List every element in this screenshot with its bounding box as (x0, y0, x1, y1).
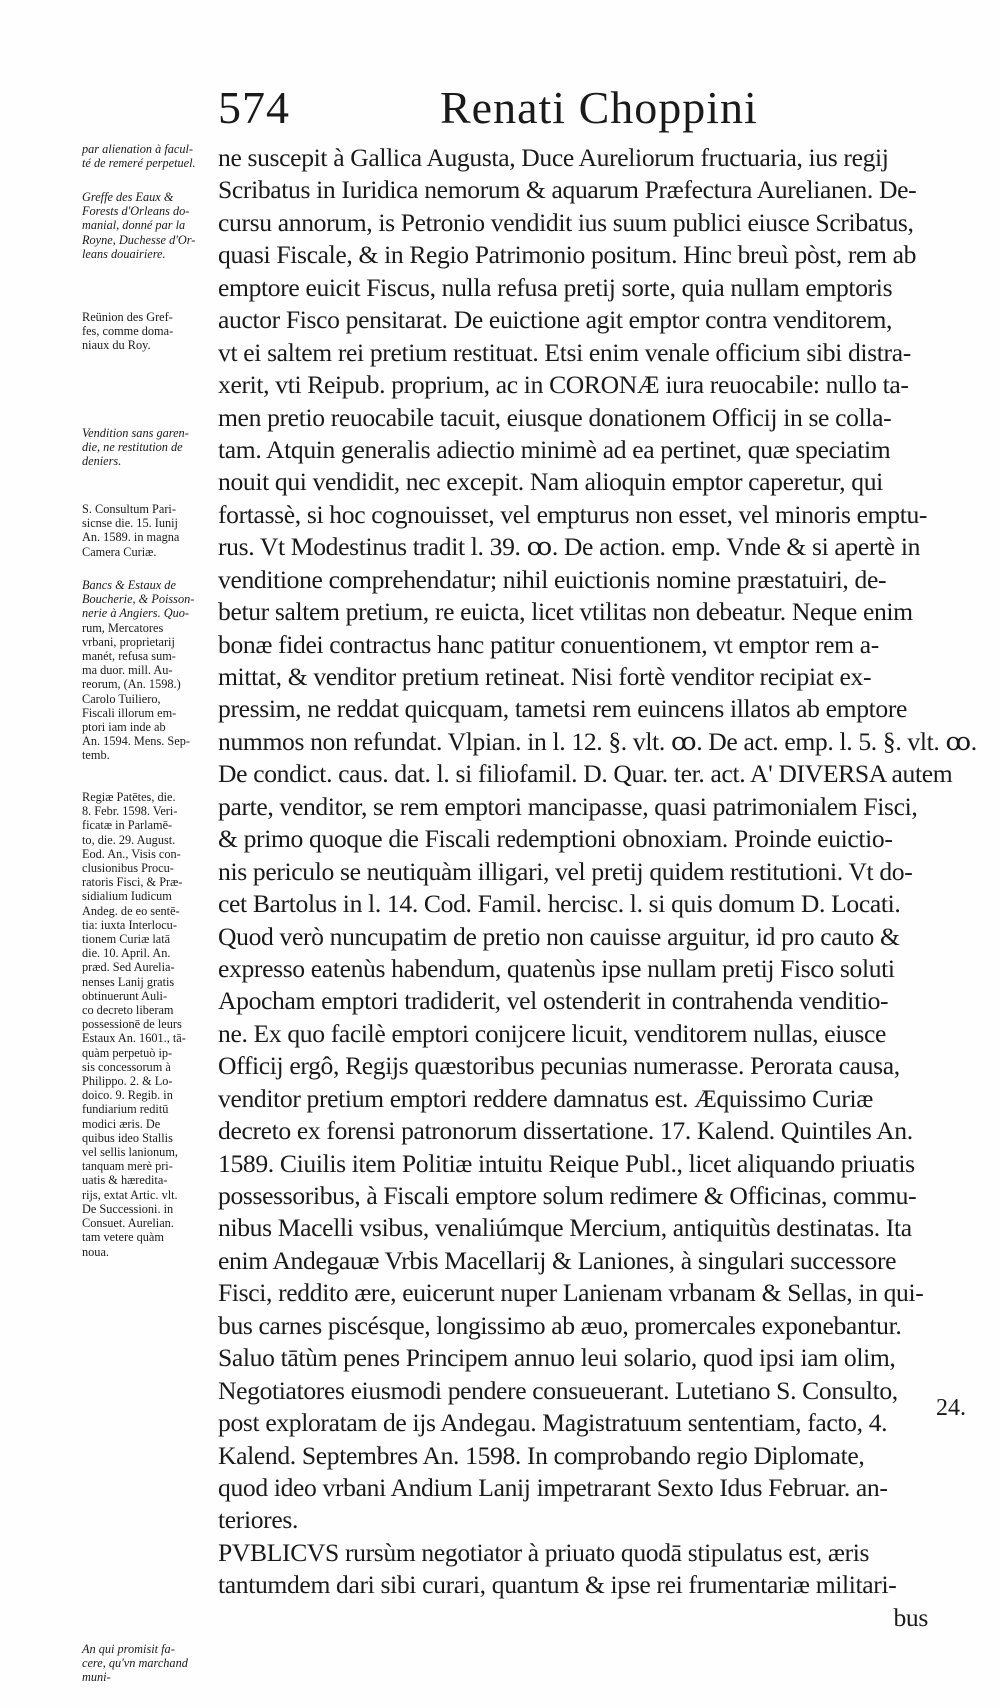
body-line: tantumdem dari sibi curari, quantum & ipse rei frumentariæ militari- (218, 1570, 897, 1600)
margin-note-line: præd. Sed Aurelia- (82, 960, 175, 975)
margin-note-line: nenses Lanij gratis (82, 974, 175, 989)
margin-note-line: fes, comme doma- (82, 324, 174, 339)
running-title: Renati Choppini (440, 82, 758, 133)
margin-note-line: Greffe des Eaux & (82, 190, 174, 204)
body-line: cursu annorum, is Petronio vendidit ius suum publici eiusce Scribatus, (218, 207, 914, 237)
margin-note-line: An qui promisit fa- (82, 1642, 175, 1656)
body-line: betur saltem pretium, re euicta, licet vtilitas non debeatur. Neque enim (218, 597, 913, 627)
body-line: nouit qui vendidit, nec excepit. Nam alioquin emptor caperetur, qui (218, 467, 883, 497)
margin-note-line: muni- (82, 1670, 111, 1685)
margin-note (82, 578, 214, 763)
margin-note-line: Estaux An. 1601., tā- (82, 1031, 186, 1046)
margin-note-line: die, ne restitution de (82, 440, 183, 455)
margin-note-line: Carolo Tuiliero, (82, 691, 161, 706)
body-line: venditione comprehendatur; nihil euictionis nomine præstatuiri, de- (218, 564, 887, 594)
margin-note-line: Regiæ Patētes, die. (82, 790, 176, 804)
body-line: & primo quoque die Fiscali redemptioni obnoxiam. Proinde euictio- (218, 824, 893, 854)
margin-note-line: De Successioni. in (82, 1201, 174, 1216)
body-line: ne suscepit à Gallica Augusta, Duce Aureliorum fructuaria, ius regij (218, 143, 889, 172)
margin-note-line: tam vetere quàm (82, 1230, 164, 1245)
body-line: Kalend. Septembres An. 1598. In comprobando regio Diplomate, (218, 1440, 865, 1470)
margin-note (82, 1642, 214, 1685)
body-line: fortassè, si hoc cognouisset, vel empturus non esset, vel minoris emptu- (218, 499, 928, 529)
body-line: vt ei saltem rei pretium restituat. Etsi enim venale officium sibi distra- (218, 337, 911, 367)
body-line: emptore euicit Fiscus, nulla refusa pretij sorte, quia nullam emptoris (218, 272, 893, 302)
margin-note (82, 142, 214, 170)
margin-note-line: ratoris Fisci, & Præ- (82, 875, 183, 890)
body-line: pressim, ne reddat quicquam, tametsi rem euincens illatos ab emptore (218, 694, 908, 724)
body-line: mittat, & venditor pretium retineat. Nisi fortè venditor recipiat ex- (218, 662, 872, 691)
margin-note-line: Camera Curiæ. (82, 544, 157, 559)
body-line: bus carnes piscésque, longissimo ab æuo, promercales exponebantur. (218, 1310, 902, 1340)
margin-note-line: S. Consultum Pari- (82, 502, 176, 516)
margin-note-line: leans douairiere. (82, 246, 166, 261)
body-line: Negotiatores eiusmodi pendere consueuerant. Lutetiano S. Consulto, (218, 1375, 898, 1405)
body-line: Quod verò nuncupatim de pretio non cauisse arguitur, id pro cauto & (218, 921, 900, 951)
body-line: quod ideo vrbani Andium Lanij impetrarant Sexto Idus Februar. an- (218, 1472, 888, 1502)
margin-note-line: Andeg. de eo sentē- (82, 903, 180, 918)
margin-note-line: par alienation à facul- (82, 142, 194, 156)
margin-note-line: obtinuerunt Auli- (82, 988, 168, 1003)
page-number: 574 (218, 82, 290, 133)
catchword: bus (893, 1602, 928, 1632)
margin-note-line: An. 1589. in magna (82, 530, 180, 545)
body-line: expresso eatenùs habendum, quatenùs ipse nullam pretij Fisco soluti (218, 953, 895, 983)
margin-note-line: Vendition sans garen- (82, 426, 189, 440)
margin-note-line: manét, refusa sum- (82, 649, 176, 664)
margin-note-line: tionem Curiæ latā (82, 932, 171, 947)
margin-note-line: Consuet. Aurelian. (82, 1216, 174, 1231)
margin-note-line: An. 1594. Mens. Sep- (82, 734, 190, 749)
margin-note-line: rijs, extat Artic. vlt. (82, 1187, 178, 1202)
margin-note-line: manial, donné par la (82, 218, 186, 233)
margin-note-line: tia: iuxta Interlocu- (82, 917, 177, 932)
margin-note-line: vel sellis lanionum, (82, 1145, 178, 1160)
margin-note (82, 310, 214, 353)
body-line: men pretio reuocabile tacuit, eiusque donationem Officij in se colla- (218, 402, 892, 432)
margin-note-line: to, die. 29. August. (82, 832, 176, 847)
body-line: Apocham emptori tradiderit, vel ostenderit in contrahenda venditio- (218, 986, 889, 1016)
margin-note-line: quibus ideo Stallis (82, 1130, 173, 1145)
margin-note-line: deniers. (82, 454, 122, 469)
margin-note-line: clusionibus Procu- (82, 861, 174, 876)
margin-note-line: Philippo. 2. & Lo- (82, 1074, 173, 1089)
body-line: quasi Fiscale, & in Regio Patrimonio positum. Hinc breuì pòst, rem ab (218, 240, 917, 270)
body-line: post exploratam de ijs Andegau. Magistratuum sententiam, facto, 4. (218, 1408, 888, 1438)
margin-note-line: niaux du Roy. (82, 338, 151, 353)
margin-note-line: 8. Febr. 1598. Veri- (82, 804, 178, 819)
margin-note-line: té de remeré perpetuel. (82, 156, 196, 171)
margin-note (82, 190, 214, 261)
body-line: Scribatus in Iuridica nemorum & aquarum Præfectura Aurelianen. De- (218, 175, 917, 205)
margin-note-line: Royne, Duchesse d'Or- (82, 232, 196, 247)
body-line: auctor Fisco pensitarat. De euictione agit emptor contra venditorem, (218, 305, 893, 335)
margin-note-line: noua. (82, 1244, 109, 1259)
margin-note-line: fundiarium reditū (82, 1102, 169, 1117)
margin-note (82, 790, 214, 1259)
body-line: nummos non refundat. Vlpian. in l. 12. §. vlt. ꝏ. De act. emp. l. 5. §. vlt. ꝏ. (218, 726, 977, 756)
body-line: De condict. caus. dat. l. si filiofamil. D. Quar. ter. act. A' DIVERSA autem (218, 759, 953, 789)
margin-note-line: cere, qu'vn marchand (82, 1656, 188, 1671)
body-line: bonæ fidei contractus hanc patitur conuentionem, vt emptor rem a- (218, 629, 879, 659)
margin-note-line: doico. 9. Regib. in (82, 1088, 173, 1103)
margin-note-line: Forests d'Orleans do- (82, 204, 190, 219)
section-number: 24. (936, 1395, 966, 1421)
margin-note (82, 502, 214, 559)
margin-note-line: modici æris. De (82, 1116, 161, 1131)
margin-note-line: sicnse die. 15. Iunij (82, 516, 178, 531)
margin-note-line: ficatæ in Parlamē- (82, 818, 173, 833)
body-line: cet Bartolus in l. 14. Cod. Famil. hercisc. l. si quis domum D. Locati. (218, 889, 901, 919)
margin-note-line: vrbani, proprietarij (82, 634, 175, 649)
body-line: parte, venditor, se rem emptori mancipasse, quasi patrimonialem Fisci, (218, 791, 918, 821)
body-line: teriores. (218, 1505, 298, 1535)
body-line: enim Andegauæ Vrbis Macellarij & Laniones, à singulari successore (218, 1245, 897, 1275)
margin-note-line: reorum, (An. 1598.) (82, 677, 181, 692)
body-line: 1589. Ciuilis item Politiæ intuitu Reique Publ., licet aliquando priuatis (218, 1148, 915, 1178)
margin-note-line: Bancs & Estaux de (82, 578, 176, 592)
margin-note-line: possessionē de leurs (82, 1017, 182, 1032)
body-line: Officij ergô, Regijs quæstoribus pecunias numerasse. Perorata causa, (218, 1051, 900, 1081)
margin-note-line: sis concessorum à (82, 1059, 171, 1074)
margin-note-line: ma duor. mill. Au- (82, 663, 173, 678)
body-line: rus. Vt Modestinus tradit l. 39. ꝏ. De action. emp. Vnde & si apertè in (218, 532, 921, 562)
body-line: ne. Ex quo facilè emptori conijcere licuit, venditorem nullas, eiusce (218, 1018, 887, 1048)
margin-note-line: uatis & hæredita- (82, 1173, 168, 1188)
body-line: Fisci, reddito ære, euicerunt nuper Lanienam vrbanam & Sellas, in qui- (218, 1278, 924, 1308)
margin-note-line: rum, Mercatores (82, 620, 164, 635)
margin-note-line: die. 10. April. An. (82, 946, 171, 961)
margin-note-line: Reünion des Gref- (82, 310, 173, 324)
margin-note-line: Boucherie, & Poisson- (82, 592, 195, 607)
margin-note-line: temb. (82, 748, 110, 763)
body-line: nibus Macelli vsibus, venaliúmque Mercium, antiquitùs destinatas. Ita (218, 1213, 912, 1243)
margin-note-line: Fiscali illorum em- (82, 705, 177, 720)
margin-note (82, 426, 214, 469)
body-line: decreto ex forensi patronorum dissertatione. 17. Kalend. Quintiles An. (218, 1116, 913, 1146)
margin-note-line: quàm perpetuò ip- (82, 1045, 173, 1060)
body-line: tam. Atquin generalis adiectio minimè ad ea pertinet, quæ speciatim (218, 434, 891, 464)
body-line: Saluo tātùm penes Principem annuo leui solario, quod ipsi iam olim, (218, 1343, 896, 1373)
body-line: nis periculo se neutiquàm illigari, vel pretij quidem restitutioni. Vt do- (218, 856, 913, 886)
margin-note-line: sidialium Iudicum (82, 889, 172, 904)
page-header (210, 80, 970, 140)
margin-note-line: ptori iam inde ab (82, 720, 166, 735)
margin-note-line: nerie à Angiers. Quo- (82, 606, 190, 621)
body-line: PVBLICVS rursùm negotiator à priuato quodā stipulatus est, æris (218, 1537, 870, 1567)
margin-note-line: co decreto liberam (82, 1003, 174, 1018)
body-line: xerit, vti Reipub. proprium, ac in CORONÆ iura reuocabile: nullo ta- (218, 370, 909, 400)
margin-note-line: tanquam merè pri- (82, 1159, 173, 1174)
body-line: venditor pretium emptori reddere damnatus est. Æquissimo Curiæ (218, 1083, 873, 1113)
margin-note-line: Eod. An., Visis con- (82, 846, 181, 861)
body-line: possessoribus, à Fiscali emptore solum redimere & Officinas, commu- (218, 1181, 917, 1210)
